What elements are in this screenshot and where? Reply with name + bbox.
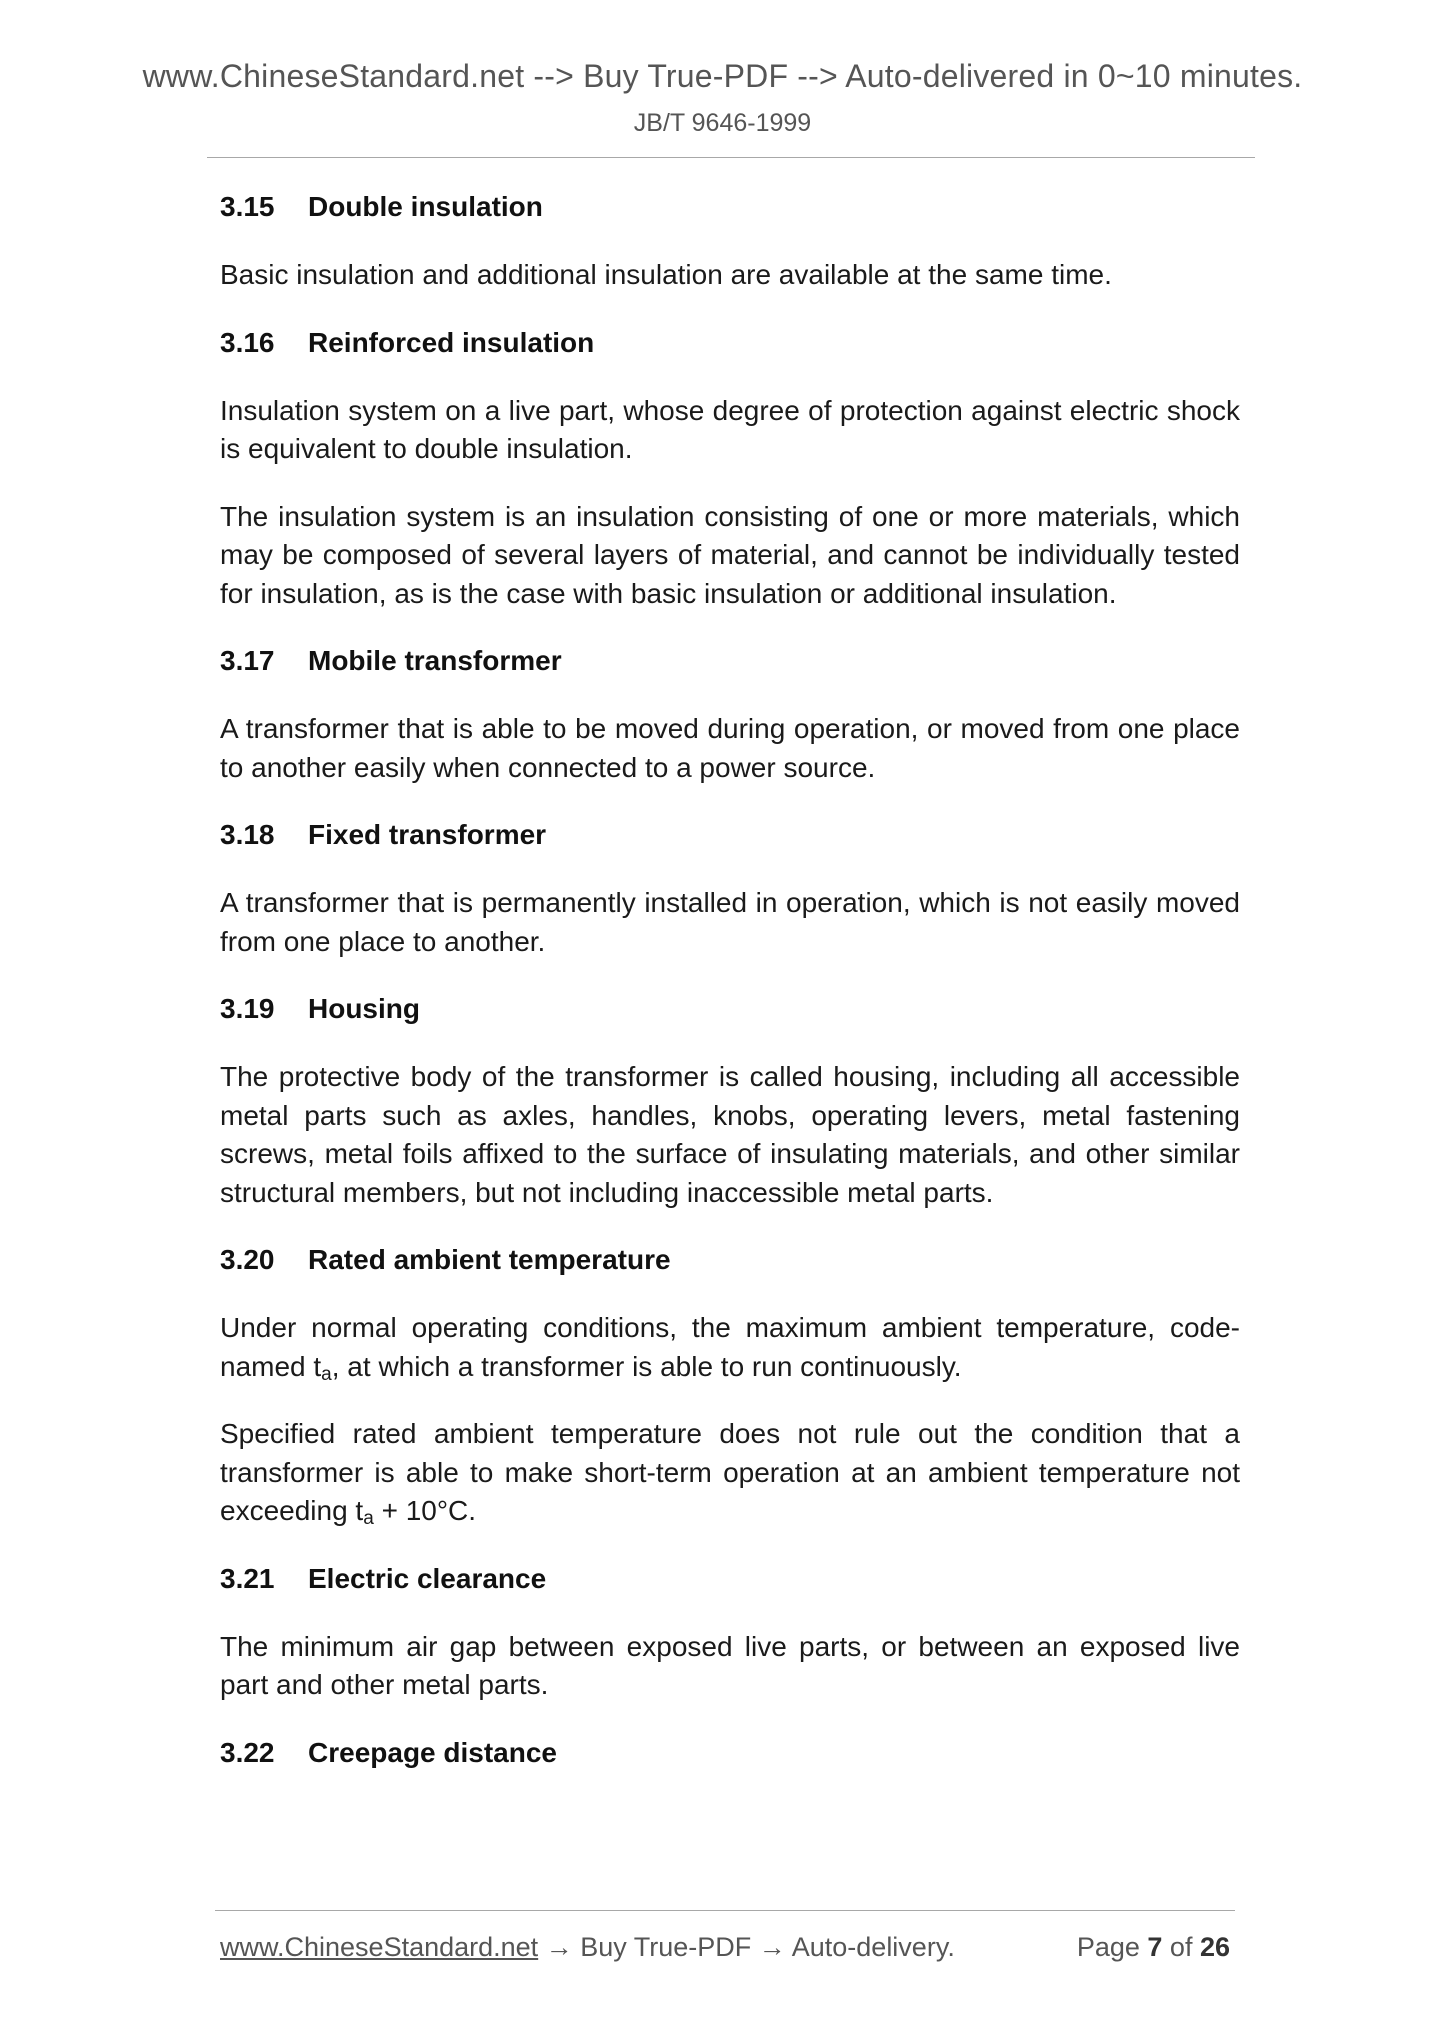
section-title: Electric clearance xyxy=(308,1562,547,1594)
section-paragraph: The protective body of the transformer is called housing, including all accessible metal parts such as axles, handles, knobs, operating levers, metal fastening screws, metal foils affixed to the surface of insulating materials, and other similar structural members, but not including inaccessible metal parts. xyxy=(220,1061,1240,1208)
document-id: JB/T 9646-1999 xyxy=(633,109,812,137)
subscript: a xyxy=(363,1508,374,1529)
section-heading xyxy=(220,324,1240,362)
section-paragraph: A transformer that is permanently installed in operation, which is not easily moved from one place to another. xyxy=(220,887,1240,957)
section-paragraph: The minimum air gap between exposed live parts, or between an exposed live part and other metal parts. xyxy=(220,1630,1240,1700)
section-3-19 xyxy=(220,990,1240,1212)
footer-site-link[interactable]: www.ChineseStandard.net xyxy=(220,1932,539,1962)
section-number: 3.17 xyxy=(220,645,275,676)
section-heading xyxy=(220,816,1240,854)
section-3-21 xyxy=(220,1560,1240,1705)
section-paragraph xyxy=(220,1309,1240,1386)
paragraph-text: + 10°C. xyxy=(373,1495,477,1526)
section-3-15 xyxy=(220,188,1240,295)
section-title: Fixed transformer xyxy=(308,819,547,850)
section-3-18 xyxy=(220,816,1240,961)
section-heading xyxy=(220,1241,1240,1279)
section-title: Mobile transformer xyxy=(308,645,562,676)
section-number: 3.15 xyxy=(220,191,275,222)
section-paragraph: Basic insulation and additional insulation are available at the same time. xyxy=(220,259,1112,290)
paragraph-text: , at which a transformer is able to run continuously. xyxy=(331,1350,962,1382)
section-number: 3.21 xyxy=(220,1562,275,1594)
page-prefix: Page xyxy=(1076,1932,1148,1962)
section-title: Reinforced insulation xyxy=(308,326,595,358)
section-3-20 xyxy=(220,1241,1240,1531)
section-title: Housing xyxy=(308,993,420,1024)
section-heading xyxy=(220,990,1240,1028)
section-number: 3.19 xyxy=(220,993,275,1024)
section-title: Rated ambient temperature xyxy=(308,1244,671,1275)
section-number: 3.20 xyxy=(220,1244,275,1275)
footer-divider xyxy=(215,1910,1235,1911)
page-number xyxy=(1077,1932,1230,1963)
section-paragraph: The insulation system is an insulation consisting of one or more materials, which may be composed of several layers of material, and cannot be individually tested for insulation, as is the case with basic insulation or additional insulation. xyxy=(220,500,1240,609)
paragraph-text: Under normal operating conditions, the maximum ambient temperature, code-named t xyxy=(220,1312,1240,1382)
section-heading xyxy=(220,1560,1240,1598)
section-heading xyxy=(220,188,1240,226)
subscript: a xyxy=(321,1363,332,1385)
section-heading xyxy=(220,642,1240,680)
section-number: 3.18 xyxy=(220,819,275,850)
section-number: 3.16 xyxy=(220,326,275,358)
page-separator: of xyxy=(1162,1932,1200,1962)
header-banner: www.ChineseStandard.net --> Buy True-PDF --> Auto-delivered in 0~10 minutes. xyxy=(142,58,1303,94)
header-divider xyxy=(207,157,1255,158)
document-body xyxy=(220,188,1240,1802)
section-paragraph: Insulation system on a live part, whose degree of protection against electric shock is equivalent to double insulation. xyxy=(220,394,1240,464)
section-3-17 xyxy=(220,642,1240,787)
page-total: 26 xyxy=(1199,1932,1230,1962)
footer-promo-text: → Buy True-PDF → Auto-delivery. xyxy=(538,1932,955,1962)
section-title: Creepage distance xyxy=(308,1736,557,1768)
section-number: 3.22 xyxy=(220,1736,275,1768)
section-paragraph xyxy=(220,1415,1240,1531)
section-3-22 xyxy=(220,1734,1240,1772)
paragraph-text: Specified rated ambient temperature does not rule out the condition that a transformer is able to make short-term operation at an ambient temperature not exceeding t xyxy=(220,1418,1240,1526)
page-current: 7 xyxy=(1147,1932,1163,1962)
section-title: Double insulation xyxy=(308,191,543,222)
section-paragraph: A transformer that is able to be moved during operation, or moved from one place to another easily when connected to a power source. xyxy=(220,713,1240,783)
section-3-16 xyxy=(220,324,1240,614)
footer-promo xyxy=(220,1932,955,1963)
section-heading xyxy=(220,1734,1240,1772)
